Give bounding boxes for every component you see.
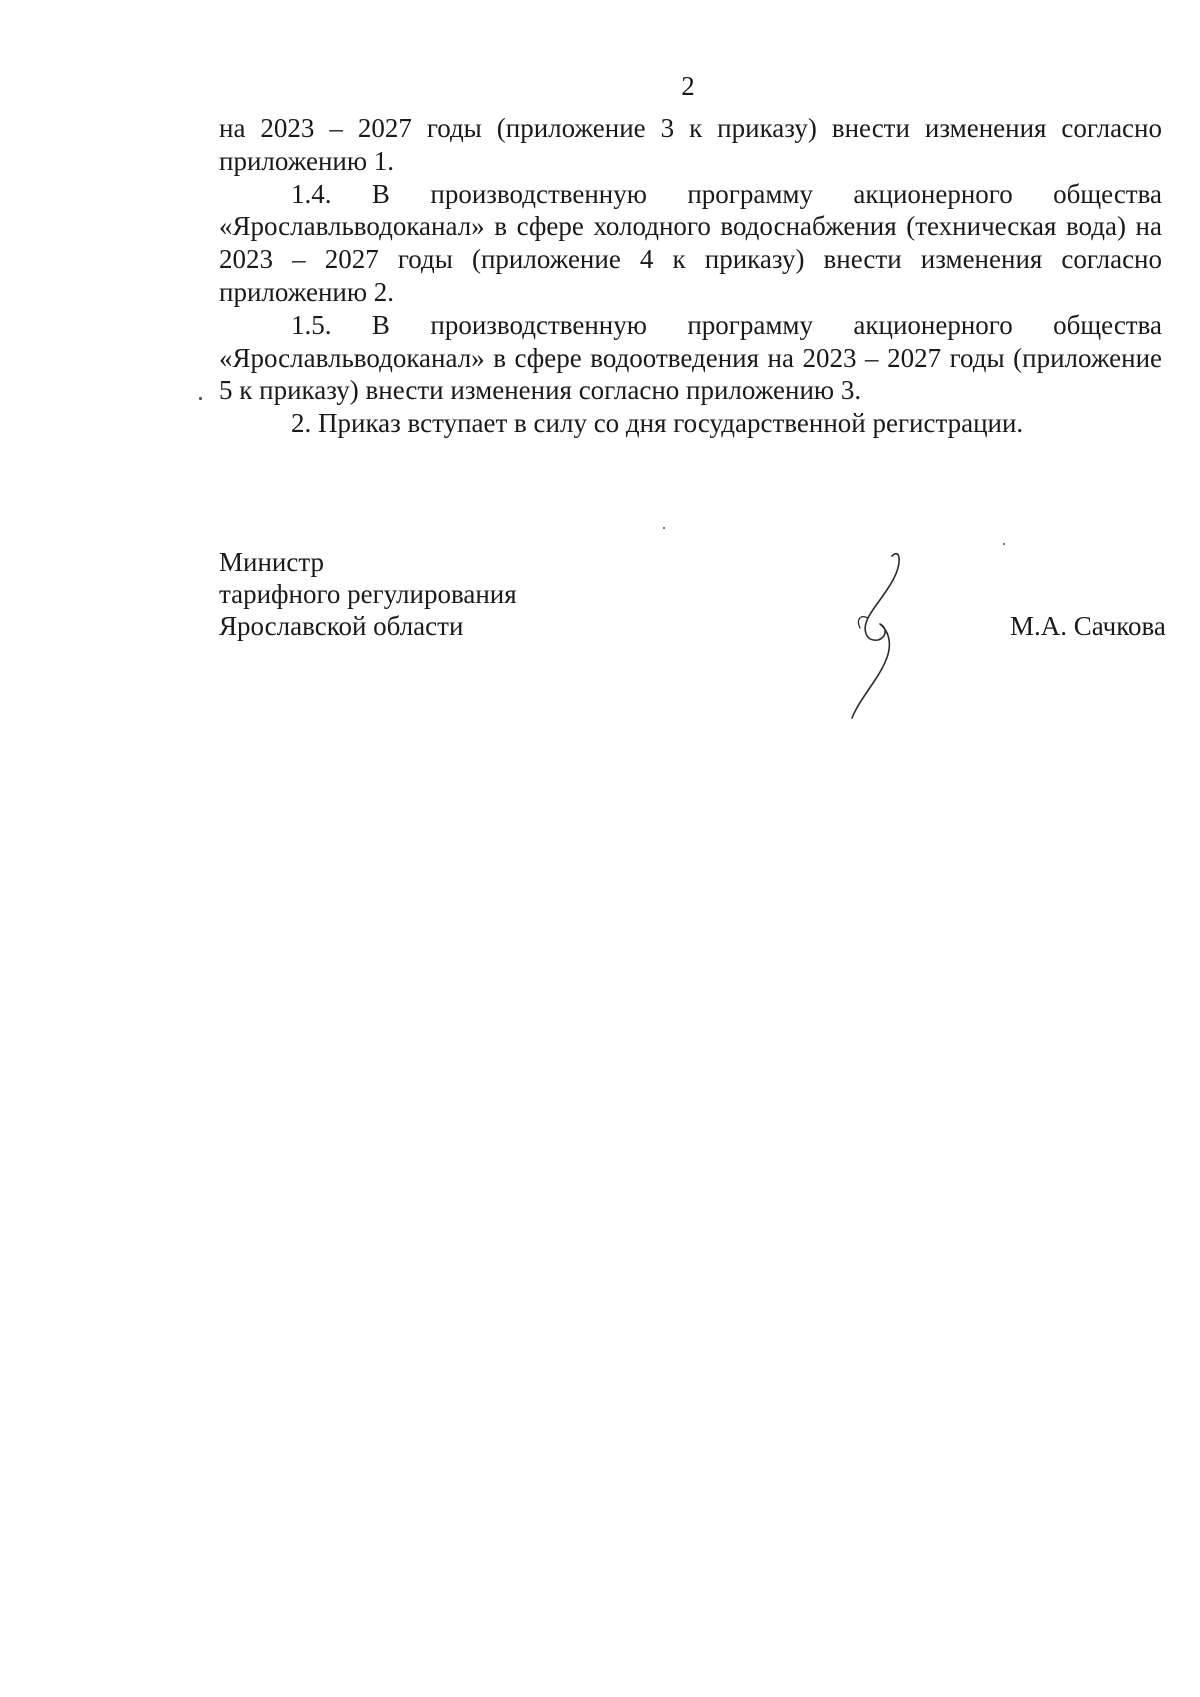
- position-title: Министр: [219, 547, 324, 577]
- position-region: Ярославской области: [219, 611, 464, 641]
- paragraph-1-5: 1.5. В производственную программу акционерного общества «Ярославльводоканал» в сфере водоотведения на 2023 – 2027 годы (приложение 5 к приказу) внести изменения согласно приложению 3.: [219, 309, 1162, 406]
- document-body: [219, 112, 1162, 440]
- scan-speck: [1003, 543, 1005, 545]
- paragraph-2: 2. Приказ вступает в силу со дня государственной регистрации.: [291, 408, 1024, 439]
- page-number: 2: [681, 71, 695, 101]
- paragraph-continuation: на 2023 – 2027 годы (приложение 3 к приказу) внести изменения согласно приложению 1.: [219, 113, 1162, 176]
- position-department: тарифного регулирования: [219, 579, 517, 609]
- scan-speck: [199, 397, 202, 400]
- paragraph-1-4: 1.4. В производственную программу акционерного общества «Ярославльводоканал» в сфере холодного водоснабжения (техническая вода) на 2023 – 2027 годы (приложение 4 к приказу) внести изменения согласно приложению 2.: [219, 178, 1162, 307]
- signatory-position: [219, 546, 517, 642]
- handwritten-signature: [830, 548, 910, 723]
- signer-name: М.А. Сачкова: [1010, 611, 1166, 641]
- scan-speck: [663, 527, 665, 529]
